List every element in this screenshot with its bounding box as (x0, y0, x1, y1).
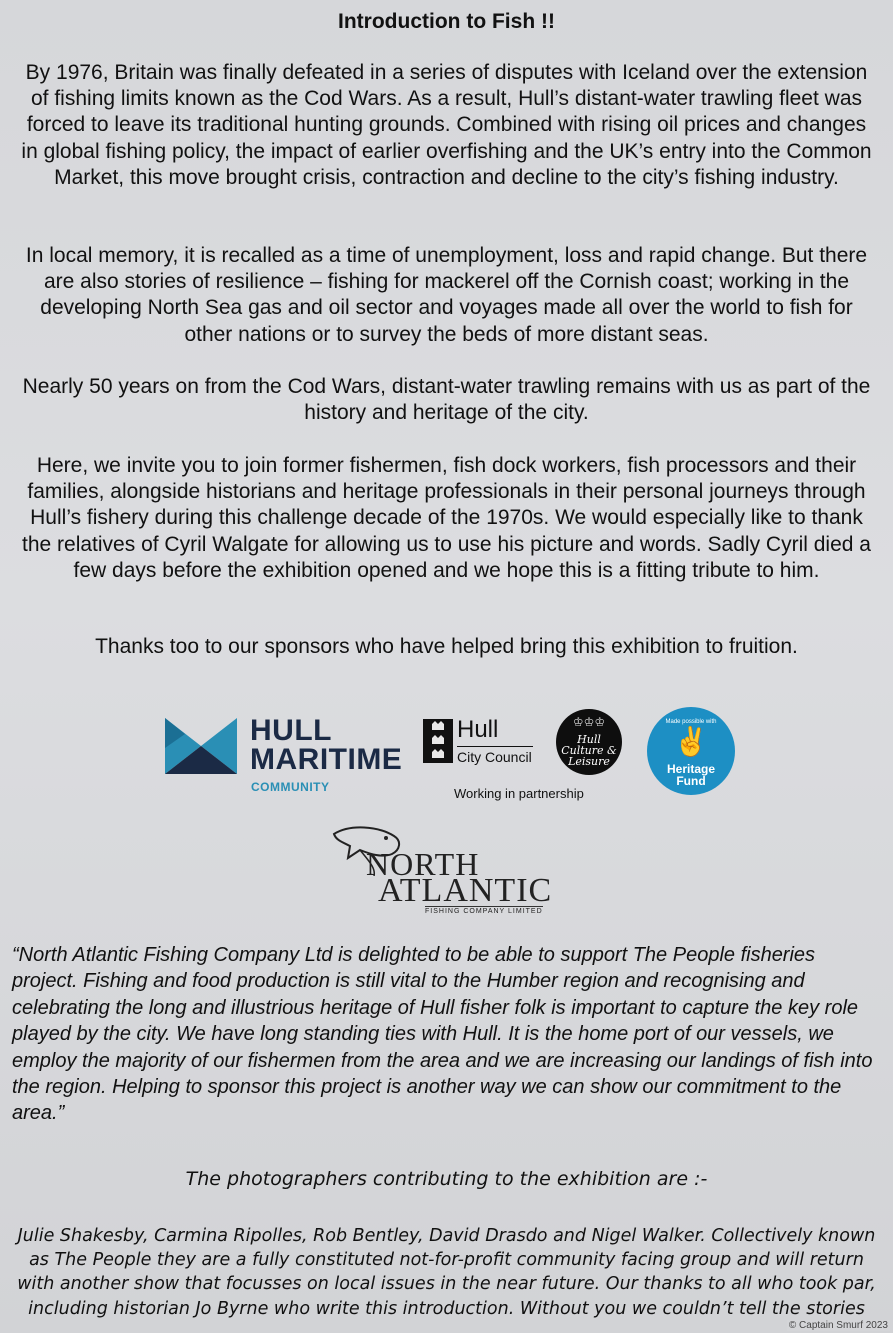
sponsor-quote: “North Atlantic Fishing Company Ltd is delighted to be able to support The People fisheries project. Fishing and food production is still vital to the Humber region and recognising and celebrating the long and illustrious heritage of Hull fisher folk is important to capture the key role played by the city. We have long standing ties with Hull. It is the home port of our vessels, we employ the majority of our fishermen from the area and we are increasing our landings of fish into the region. Helping to sponsor this project is another way we can show our commitment to the area.” (12, 944, 873, 1125)
north-atlantic-sub: FISHING COMPANY LIMITED (425, 908, 543, 915)
crown-icon: ♔♔♔ (572, 715, 606, 729)
hull-city-council-sub: City Council (457, 746, 533, 765)
heritage-fund-logo (647, 707, 735, 795)
intro-paragraph-1: By 1976, Britain was finally defeated in a series of disputes with Iceland over the extension of fishing limits known as the Cod Wars. As a result, Hull’s distant-water trawling fleet was forced to leave its traditional hunting grounds. Combined with rising oil prices and changes in global fishing policy, the impact of earlier overfishing and the UK’s entry into the Common Market, this move brought crisis, contraction and decline to the city’s fishing industry. (21, 61, 872, 189)
intro-paragraph-3: Nearly 50 years on from the Cod Wars, distant-water trawling remains with us as part of the history and heritage of the city. (22, 375, 871, 425)
partnership-caption: Working in partnership (454, 786, 584, 801)
copyright-watermark: © Captain Smurf 2023 (788, 1320, 888, 1331)
page-title: Introduction to Fish !! (338, 10, 555, 33)
heritage-fund-top: Made possible with (665, 719, 717, 725)
hull-maritime-logo-text (250, 716, 402, 774)
photographers-text: Julie Shakesby, Carmina Ripolles, Rob Bentley, David Drasdo and Nigel Walker. Collectively known as The People they are a fully constituted not-for-profit community facing group and will return with another show that focusses on local issues in the near future. Our thanks to all who took par, including historian Jo Byrne who write this introduction. Without you we couldn’t tell the stories (17, 1226, 876, 1319)
hull-culture-leisure-logo (556, 709, 622, 775)
photographers-heading: The photographers contributing to the exhibition are :- (185, 1168, 708, 1190)
crossed-fingers-icon: ✌ (673, 726, 709, 757)
intro-paragraph-2: In local memory, it is recalled as a time of unemployment, loss and rapid change. But there are also stories of resilience – fishing for mackerel off the Cornish coast; working in the developing North Sea gas and oil sector and voyages made all over the world to fish for other nations or to survey the beds of more distant seas. (25, 244, 868, 346)
hull-maritime-line1: HULL (250, 714, 332, 747)
heritage-fund-text: Heritage Fund (666, 762, 716, 788)
north-atlantic-line1: NORTH (366, 846, 480, 882)
hull-maritime-sub: COMMUNITY (251, 780, 330, 794)
hull-city-council-crest-icon (423, 719, 453, 763)
hull-culture-leisure-text: Hull Culture & Leisure (561, 733, 617, 768)
hull-maritime-line2: MARITIME (250, 743, 403, 776)
hull-city-council-name: Hull (457, 716, 499, 743)
north-atlantic-line2: ATLANTIC (378, 872, 553, 909)
hull-maritime-logo-mark (165, 718, 237, 774)
intro-paragraph-4: Here, we invite you to join former fishermen, fish dock workers, fish processors and their families, alongside historians and heritage professionals in their personal journeys through Hull’s fishery during this challenge decade of the 1970s. We would especially like to thank the relatives of Cyril Walgate for allowing us to use his picture and words. Sadly Cyril died a few days before the exhibition opened and we hope this is a fitting tribute to him. (22, 454, 871, 582)
sponsors-thanks: Thanks too to our sponsors who have helped bring this exhibition to fruition. (95, 635, 798, 658)
